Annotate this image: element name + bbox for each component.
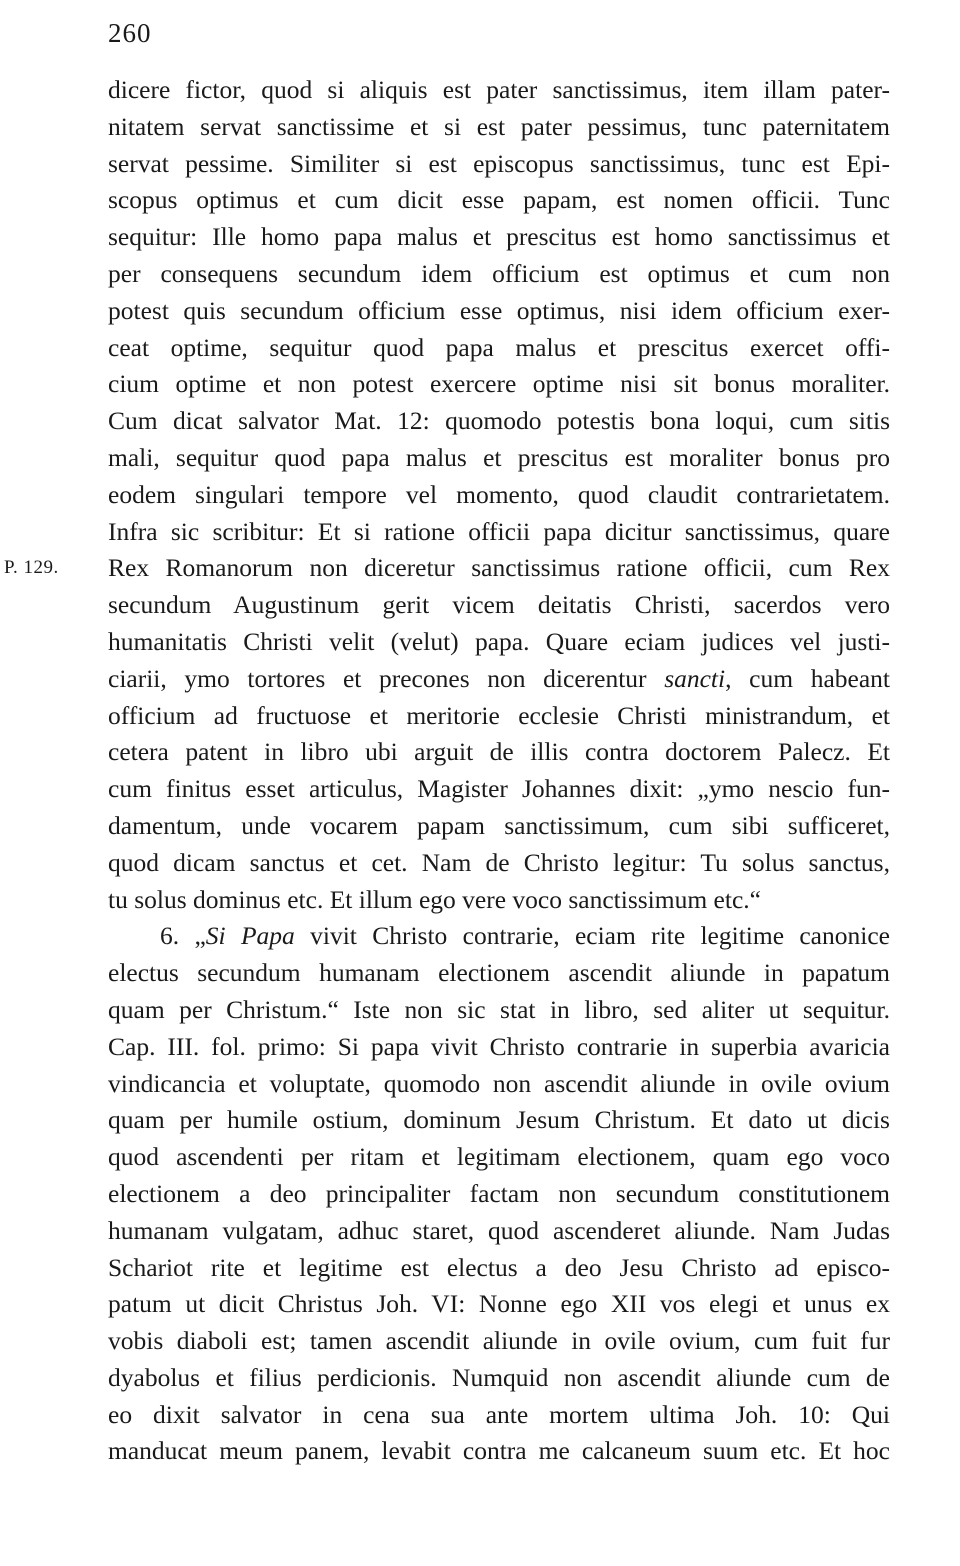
text-line: nitatem servat sanctissime et si est pater pessimus, tunc paternitatem — [108, 111, 890, 141]
text-line: Cum dicat salvator Mat. 12: quomodo potestis bona loqui, cum sitis — [108, 406, 890, 436]
text-line: ceat optime, sequitur quod papa malus et prescitus exercet offi- — [108, 332, 890, 362]
text-line: quod dicam sanctus et cet. Nam de Christo legitur: Tu solus sanctus, — [108, 847, 890, 877]
text-segment: vivit Christo contrarie, eciam rite legitime canonice — [294, 921, 890, 951]
text-line: cium optime et non potest exercere optime nisi sit bonus moraliter. — [108, 369, 890, 399]
text-line: damentum, unde vocarem papam sanctissimum, cum sibi sufficeret, — [108, 810, 890, 840]
text-line-content: Rex Romanorum non diceretur sanctissimus ratione officii, cum Rex — [108, 553, 890, 583]
text-line: humanitatis Christi velit (velut) papa. Quare eciam judices vel justi- — [108, 626, 890, 656]
text-line: dyabolus et filius perdicionis. Numquid non ascendit aliunde cum de — [108, 1362, 890, 1392]
text-line: vindicancia et voluptate, quomodo non ascendit aliunde in ovile ovium — [108, 1068, 890, 1098]
text-line: potest quis secundum officium esse optimus, nisi idem officium exer- — [108, 295, 890, 325]
text-line: eodem singulari tempore vel momento, quod claudit contrarietatem. — [108, 479, 890, 509]
text-line: cetera patent in libro ubi arguit de illis contra doctorem Palecz. Et — [108, 737, 890, 767]
text-line: electionem a deo principaliter factam non secundum constitutionem — [108, 1178, 890, 1208]
text-line: eo dixit salvator in cena sua ante mortem ultima Joh. 10: Qui — [108, 1399, 890, 1429]
text-line: quam per Christum.“ Iste non sic stat in libro, sed aliter ut sequitur. — [108, 994, 890, 1024]
text-line: Infra sic scribitur: Et si ratione officii papa dicitur sanctissimus, quare — [108, 516, 890, 546]
page-number: 260 — [108, 18, 152, 48]
text-line: tu solus dominus etc. Et illum ego vere voco sanctissimum etc.“ — [108, 884, 761, 914]
text-line: cum finitus esset articulus, Magister Johannes dixit: „ymo nescio fun- — [108, 774, 890, 804]
text-segment: , cum habeant — [725, 663, 890, 693]
text-line-with-margin-note — [4, 550, 890, 587]
text-line: officium ad fructuose et meritorie ecclesie Christi ministrandum, et — [108, 700, 890, 730]
text-line-with-italic — [108, 661, 890, 698]
margin-page-reference: P. 129. — [4, 557, 59, 579]
text-line: scopus optimus et cum dicit esse papam, est nomen officii. Tunc — [108, 185, 890, 215]
text-segment: ciarii, ymo tortores et precones non dicerentur — [108, 663, 665, 693]
text-line: quod ascendenti per ritam et legitimam electionem, quam ego voco — [108, 1142, 890, 1172]
text-line: Cap. III. fol. primo: Si papa vivit Christo contrarie in superbia avaricia — [108, 1031, 890, 1061]
text-line: per consequens secundum idem officium est optimus et cum non — [108, 258, 890, 288]
text-segment: 6. „ — [160, 921, 206, 951]
text-line: Schariot rite et legitime est electus a deo Jesu Christo ad episco- — [108, 1252, 890, 1282]
text-line: sequitur: Ille homo papa malus et prescitus est homo sanctissimus et — [108, 222, 890, 252]
text-line: secundum Augustinum gerit vicem deitatis Christi, sacerdos vero — [108, 590, 890, 620]
body-text — [4, 72, 890, 1470]
text-line: vobis diaboli est; tamen ascendit aliunde in ovile ovium, cum fuit fur — [108, 1326, 890, 1356]
text-line: servat pessime. Similiter si est episcopus sanctissimus, tunc est Epi- — [108, 148, 890, 178]
paragraph-start-line — [108, 918, 890, 955]
text-line: electus secundum humanam electionem ascendit aliunde in papatum — [108, 958, 890, 988]
text-line: dicere fictor, quod si aliquis est pater sanctissimus, item illam pater- — [108, 75, 890, 104]
italic-term: Si Papa — [205, 921, 295, 951]
text-line: patum ut dicit Christus Joh. VI: Nonne ego XII vos elegi et unus ex — [108, 1289, 890, 1319]
text-line: quam per humile ostium, dominum Jesum Christum. Et dato ut dicis — [108, 1105, 890, 1135]
text-line: humanam vulgatam, adhuc staret, quod ascenderet aliunde. Nam Judas — [108, 1215, 890, 1245]
text-line: mali, sequitur quod papa malus et prescitus est moraliter bonus pro — [108, 442, 890, 472]
italic-term: sancti — [664, 663, 726, 693]
text-line: manducat meum panem, levabit contra me calcaneum suum etc. Et hoc — [108, 1436, 890, 1466]
